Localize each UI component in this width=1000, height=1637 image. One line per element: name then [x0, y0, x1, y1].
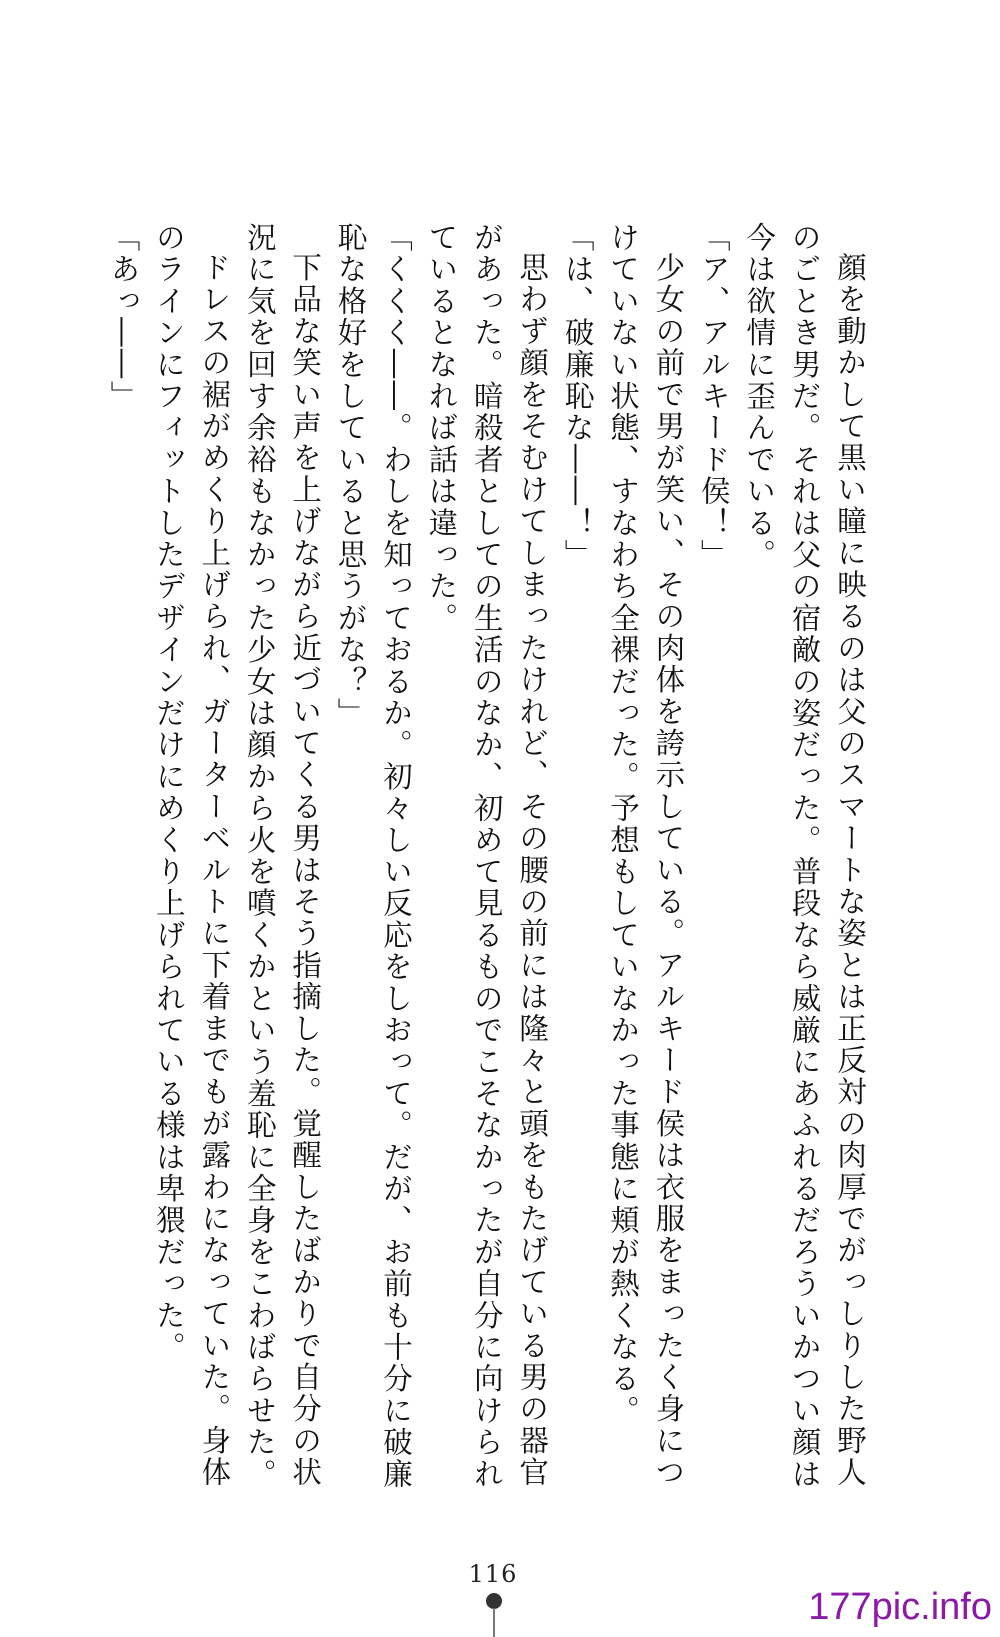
text-line: のごとき男だ。それは父の宿敵の姿だった。普段なら威厳にあふれるだろういかつい顔は — [787, 222, 822, 1490]
text-line: 下品な笑い声を上げながら近づいてくる男はそう指摘した。覚醒したばかりで自分の状 — [288, 251, 323, 1488]
text-line: 恥な格好をしていると思うがな？」 — [333, 222, 368, 730]
text-line: 「あっ――」 — [106, 222, 141, 413]
page-number: 116 — [468, 1560, 518, 1588]
watermark: 177pic.info — [808, 1586, 992, 1628]
text-line: があった。暗殺者としての生活のなか、初めて見るものでこそなかったが自分に向けられ — [469, 222, 504, 1490]
text-line: けていない状態、すなわち全裸だった。予想もしていなかった事態に頬が熱くなる。 — [605, 222, 640, 1427]
text-line: のラインにフィットしたデザインだけにめくり上げられている様は卑猥だった。 — [151, 222, 186, 1364]
text-line: 「ア、アルキード侯！」 — [696, 222, 731, 571]
text-line: 今は欲情に歪んでいる。 — [742, 222, 777, 571]
text-line: 少女の前で男が笑い、その肉体を誇示している。アルキード侯は衣服をまったく身につ — [651, 251, 686, 1488]
text-line: 「は、破廉恥な――！」 — [560, 222, 595, 571]
text-line: 況に気を回す余裕もなかった少女は顔から火を噴くかという羞恥に全身をこわばらせた。 — [242, 222, 277, 1490]
text-line: 顔を動かして黒い瞳に映るのは父のスマートな姿とは正反対の肉厚でがっしりした野人 — [833, 251, 867, 1488]
text-line: 思わず顔をそむけてしまったけれど、その腰の前には隆々と頭をもたげている男の器官 — [515, 251, 550, 1488]
vertical-text-block — [100, 222, 872, 1490]
text-line: ドレスの裾がめくり上げられ、ガーターベルトに下着までもが露わになっていた。身体 — [197, 251, 232, 1488]
page-marker-line — [493, 1608, 495, 1637]
text-line: ているとなれば話は違った。 — [424, 222, 459, 635]
text-line: 「くくく――。わしを知っておるか。初々しい反応をしおって。だが、お前も十分に破廉 — [378, 222, 413, 1490]
page-marker-dot — [486, 1593, 502, 1609]
